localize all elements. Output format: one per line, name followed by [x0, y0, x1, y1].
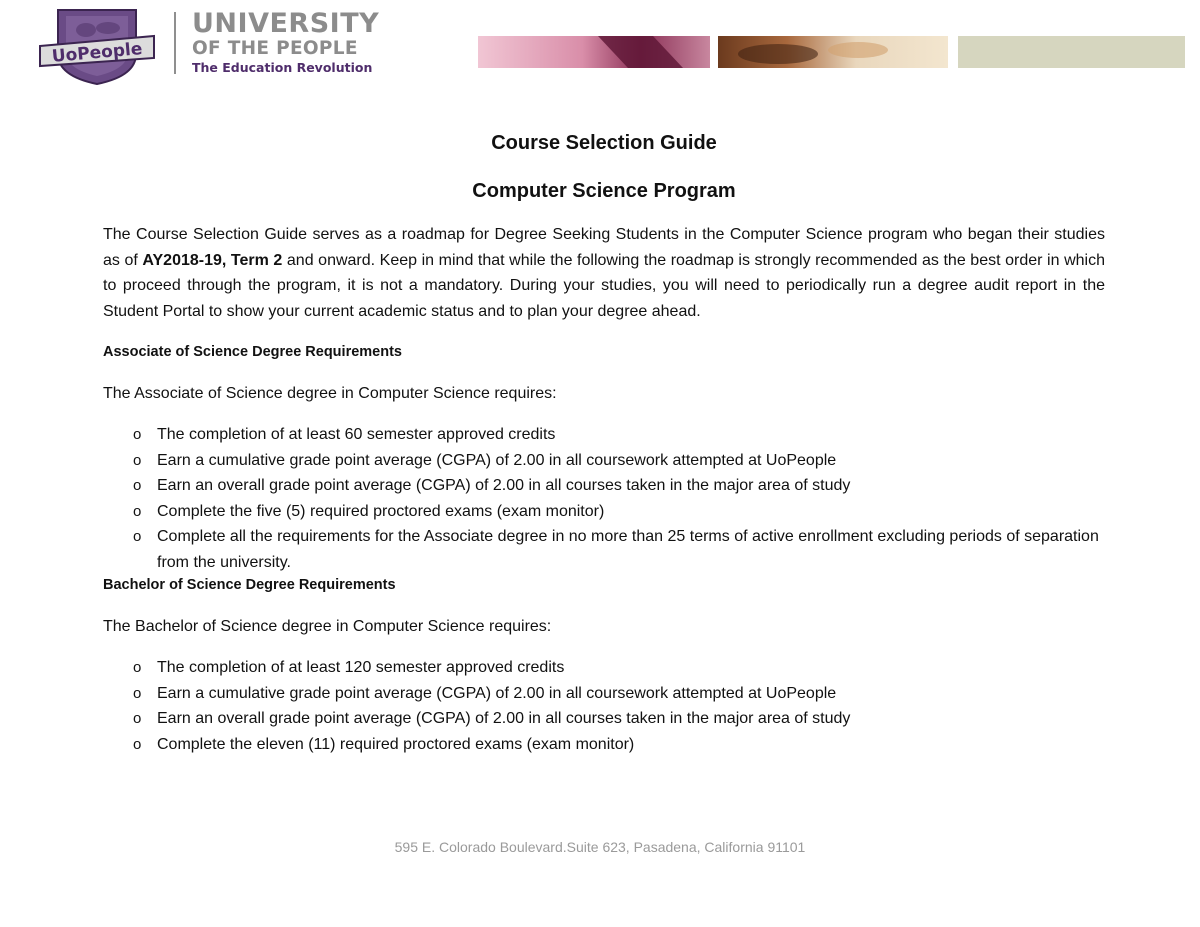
list-item	[133, 732, 1105, 758]
header-banner-image-2	[718, 36, 948, 68]
list-item	[133, 473, 1105, 499]
list-item	[133, 448, 1105, 474]
document-title: Course Selection Guide	[491, 132, 717, 154]
list-item-text: Earn an overall grade point average (CGPA) of 2.00 in all courses taken in the major area of study	[157, 477, 851, 494]
footer-address: 595 E. Colorado Boulevard.Suite 623, Pasadena, California 91101	[394, 839, 806, 855]
logo-divider	[174, 12, 176, 74]
bachelor-heading: Bachelor of Science Degree Requirements	[103, 577, 396, 593]
intro-text-end: and onward. Keep in mind that while the following the roadmap is strongly recommended as the best order in which to proceed through the program, it is not a mandatory. During your studies, you will need to periodically run a degree audit report in the Student Portal to show your current academic status and to plan your degree ahead.	[103, 251, 1105, 320]
university-wordmark	[192, 10, 379, 76]
list-item-text: The completion of at least 60 semester approved credits	[157, 426, 556, 443]
bachelor-lead: The Bachelor of Science degree in Computer Science requires:	[103, 618, 552, 635]
list-item	[133, 499, 1105, 525]
bullet-icon: o	[133, 477, 142, 494]
list-item	[133, 524, 1105, 575]
uopeople-shield-logo	[36, 6, 158, 86]
page-header	[0, 0, 1200, 100]
intro-paragraph	[103, 222, 1105, 324]
bachelor-requirements-list	[103, 655, 1105, 757]
list-item-text: Earn an overall grade point average (CGPA) of 2.00 in all courses taken in the major area of study	[157, 710, 851, 727]
logo-tagline: The Education Revolution	[192, 60, 373, 75]
list-item-text: The completion of at least 120 semester approved credits	[157, 659, 565, 676]
list-item-text: Complete the eleven (11) required proctored exams (exam monitor)	[157, 735, 635, 753]
list-item-text: Complete all the requirements for the Associate degree in no more than 25 terms of active enrollment excluding periods of separation from the university.	[157, 528, 1099, 571]
bullet-icon: o	[133, 426, 142, 443]
list-item	[133, 655, 1105, 681]
header-banner-image-1	[478, 36, 710, 68]
intro-text-start: The Course Selection Guide serves as a roadmap for Degree Seeking Students in the Computer Science program who began their studies as of	[103, 226, 1105, 269]
bullet-icon: o	[133, 502, 142, 520]
document-body	[103, 128, 1105, 757]
list-item	[133, 706, 1105, 732]
associate-requirements-list	[103, 422, 1105, 575]
list-item	[133, 422, 1105, 448]
bullet-icon: o	[133, 710, 142, 727]
emblem-wordmark: UoPeople	[51, 39, 144, 67]
bullet-icon: o	[133, 659, 142, 676]
logo-line-university: UNIVERSITY	[192, 8, 380, 39]
associate-heading: Associate of Science Degree Requirements	[103, 344, 402, 360]
list-item-text: Complete the five (5) required proctored exams (exam monitor)	[157, 502, 605, 520]
list-item	[133, 681, 1105, 707]
document-subtitle: Computer Science Program	[472, 180, 736, 202]
list-item-text: Earn a cumulative grade point average (CGPA) of 2.00 in all coursework attempted at UoPeople	[157, 451, 837, 469]
bullet-icon: o	[133, 735, 142, 753]
header-banner-image-3	[958, 36, 1185, 68]
associate-lead: The Associate of Science degree in Computer Science requires:	[103, 385, 557, 402]
intro-term-highlight: AY2018-19, Term 2	[142, 251, 283, 269]
logo-line-of-the-people: OF THE PEOPLE	[192, 38, 358, 59]
bullet-icon: o	[133, 528, 142, 545]
list-item-text: Earn a cumulative grade point average (CGPA) of 2.00 in all coursework attempted at UoPeople	[157, 684, 837, 702]
bullet-icon: o	[133, 451, 142, 469]
bullet-icon: o	[133, 684, 142, 702]
